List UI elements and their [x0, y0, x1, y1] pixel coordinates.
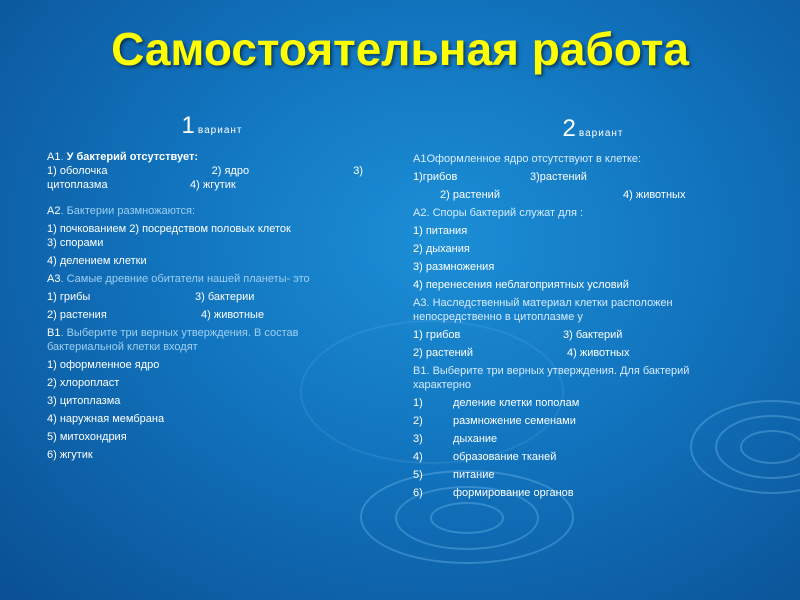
- v1-b1-text1: . Выберите три верных утверждения. В состав: [60, 327, 299, 339]
- v2-a3-line2b: 4) животных: [567, 347, 630, 359]
- v2-b1-item: [413, 486, 773, 500]
- variant-1-number: 1: [181, 112, 195, 139]
- v2-a3-line2a: 2) растений: [413, 347, 473, 359]
- v1-a2-text: . Бактерии размножаются:: [60, 205, 196, 217]
- v2-a1-line2b: 4) животных: [623, 189, 686, 201]
- variant-2-number: 2: [562, 115, 576, 142]
- v1-a2-option: 4) делением клетки: [47, 255, 147, 267]
- v2-question-a2: [413, 206, 773, 292]
- v2-b1-text1: В1. Выберите три верных утверждения. Для бактерий: [413, 365, 690, 377]
- v1-b1-option: 4) наружная мембрана: [47, 413, 165, 425]
- v1-question-a2: [47, 204, 377, 268]
- v1-b1-option: 6) жгутик: [47, 449, 93, 461]
- v2-a3-line1b: 3) бактерий: [563, 329, 623, 341]
- variant-1-word: вариант: [197, 125, 243, 136]
- v2-a1-line1a: 1)грибов: [413, 171, 458, 183]
- v2-a2-option: 3) размножения: [413, 261, 495, 273]
- v2-a3-line1a: 1) грибов: [413, 329, 461, 341]
- v1-a1-opt2: 2) ядро: [211, 165, 250, 177]
- v1-a1-sep: .: [60, 151, 67, 163]
- v2-b1-item-number: 1): [413, 397, 423, 409]
- v2-a3-text2: непосредственно в цитоплазме у: [413, 311, 583, 323]
- v1-question-a1: [47, 150, 377, 192]
- v2-b1-item-number: 5): [413, 469, 423, 481]
- v2-b1-text2: характерно: [413, 379, 472, 391]
- v1-b1-option: 2) хлоропласт: [47, 377, 120, 389]
- v1-a2-option: 1) почкованием 2) посредством половых клеток: [47, 223, 291, 235]
- variant-1-column: [47, 112, 377, 462]
- v1-a3-line2b: 4) животные: [201, 309, 265, 321]
- v2-b1-item-text: деление клетки пополам: [453, 397, 580, 409]
- v1-a3-line2a: 2) растения: [47, 309, 107, 321]
- v2-b1-list: [413, 396, 773, 500]
- v2-question-a1: [413, 152, 773, 202]
- v1-a3-line1b: 3) бактерии: [195, 291, 255, 303]
- v1-a1-line2a: цитоплазма: [47, 179, 108, 191]
- v2-question-b1: [413, 364, 773, 500]
- v1-question-a3: [47, 272, 377, 322]
- v2-a2-option: 2) дыхания: [413, 243, 470, 255]
- v2-b1-item-text: дыхание: [453, 433, 498, 445]
- v1-a1-opt3: 3): [353, 165, 363, 177]
- v1-b1-prefix: В1: [47, 327, 61, 339]
- v1-a1-prefix: А1: [47, 151, 61, 163]
- v2-a1-line2a: 2) растений: [440, 189, 500, 201]
- v1-b1-option: 5) митохондрия: [47, 431, 127, 443]
- v1-a3-prefix: А3: [47, 273, 61, 285]
- v2-b1-item-number: 2): [413, 415, 423, 427]
- v2-b1-item: [413, 468, 773, 482]
- v2-b1-item: [413, 432, 773, 446]
- v1-a1-line2b: 4) жгутик: [190, 179, 236, 191]
- v1-a1-text: У бактерий отсутствует:: [66, 151, 199, 163]
- v2-b1-item-number: 6): [413, 487, 423, 499]
- v2-b1-item-number: 4): [413, 451, 423, 463]
- v1-b1-option: 3) цитоплазма: [47, 395, 121, 407]
- v2-a2-option: 1) питания: [413, 225, 468, 237]
- v2-a1-line1b: 3)растений: [530, 171, 587, 183]
- v2-b1-item: [413, 450, 773, 464]
- v2-b1-item-text: формирование органов: [453, 487, 574, 499]
- v2-b1-item-text: размножение семенами: [453, 415, 576, 427]
- v1-question-b1: [47, 326, 377, 462]
- v2-a2-option: 4) перенесения неблагоприятных условий: [413, 279, 629, 291]
- variant-2-heading: [413, 115, 773, 143]
- v1-a3-text: . Самые древние обитатели нашей планеты- это: [60, 273, 310, 285]
- v2-b1-item-number: 3): [413, 433, 423, 445]
- v1-b1-text2: бактериальной клетки входят: [47, 341, 198, 353]
- v2-b1-item: [413, 414, 773, 428]
- v1-a2-prefix: А2: [47, 205, 61, 217]
- v1-a1-opt1: 1) оболочка: [47, 165, 108, 177]
- variant-2-word: вариант: [578, 128, 624, 139]
- v2-b1-item-text: питание: [453, 469, 495, 481]
- v1-b1-option: 1) оформленное ядро: [47, 359, 160, 371]
- v2-a2-text: А2. Споры бактерий служат для :: [413, 207, 584, 219]
- v2-a1-text: А1Оформленное ядро отсутствуют в клетке:: [413, 153, 642, 165]
- variant-1-heading: [47, 112, 377, 140]
- v2-question-a3: [413, 296, 773, 360]
- v2-a3-text1: А3. Наследственный материал клетки расположен: [413, 297, 673, 309]
- v2-b1-item-text: образование тканей: [453, 451, 557, 463]
- v1-a3-line1a: 1) грибы: [47, 291, 91, 303]
- page-title: Самостоятельная работа: [111, 23, 689, 75]
- v1-a2-option: 3) спорами: [47, 237, 104, 249]
- variant-2-column: [413, 115, 773, 500]
- v2-b1-item: [413, 396, 773, 410]
